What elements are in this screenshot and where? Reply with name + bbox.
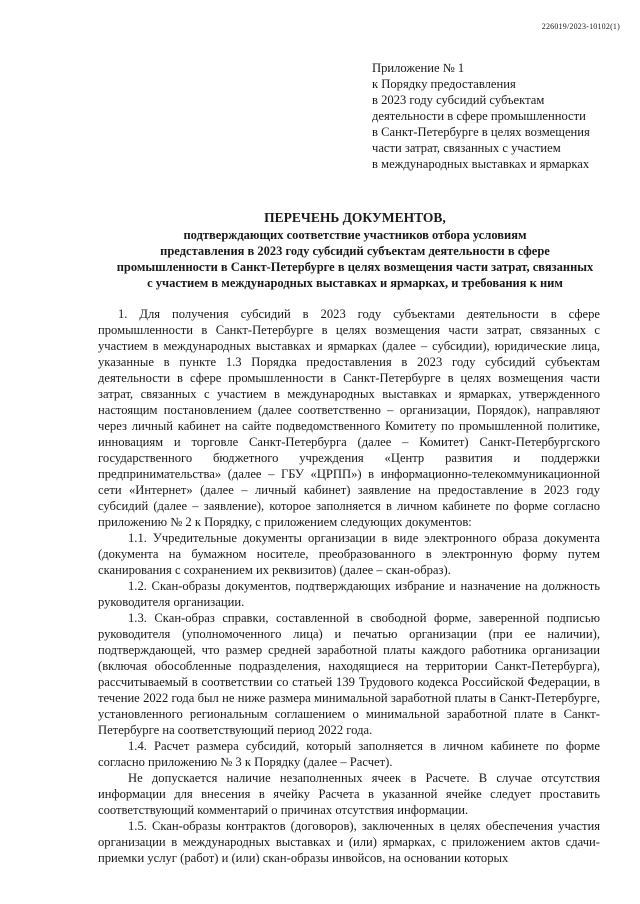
appendix-note: [372, 60, 622, 172]
paragraph-1-1: 1.1. Учредительные документы организации в виде электронного образа документа (документа на бумажном носителе, преобразованного в электронную форму путем сканирования с сохранением их реквизитов) (далее – скан-образ).: [98, 531, 600, 577]
document-registration-number: 226019/2023-10102(1): [541, 22, 620, 31]
paragraph-1: 1. Для получения субсидий в 2023 году субъектами деятельности в сфере промышленности в Санкт-Петербурге в целях возмещения части затрат, связанных с участием в международных выставках и ярмарках (далее – субсидии), юридические лица, указанные в пункте 1.3 Порядка предоставления в 2023 году субсидий субъектам деятельности в сфере промышленности в Санкт-Петербурге в целях возмещения части затрат, связанных с участием в международных выставках и ярмарках, утвержденного настоящим постановлением (далее соответственно – организации, Порядок), направляют через личный кабинет на сайте подведомственного Комитету по промышленной политике, инновациям и торговле Санкт-Петербурга (далее – Комитет) Санкт-Петербургского государственного бюджетного учреждения «Центр развития и поддержки предпринимательства» (далее – ГБУ «ЦРПП») в информационно-телекоммуникационной сети «Интернет» (далее – личный кабинет) заявление на предоставление в 2023 году субсидий (далее – заявление), которое заполняется в личном кабинете по форме согласно приложению № 2 к Порядку, с приложением следующих документов:: [98, 307, 600, 529]
paragraph-note: Не допускается наличие незаполненных ячеек в Расчете. В случае отсутствия информации для внесения в ячейку Расчета в указанной ячейке следует проставить соответствующий комментарий о причинах отсутствия информации.: [98, 771, 600, 817]
appendix-line: к Порядку предоставления: [372, 77, 516, 91]
document-body: [98, 306, 600, 866]
title-line: подтверждающих соответствие участников отбора условиям: [183, 228, 527, 242]
paragraph-1-5: 1.5. Скан-образы контрактов (договоров), заключенных в целях обеспечения участия организации в международных выставках и (или) ярмарках, с приложением актов сдачи-приемки услуг (работ) и (или) скан-образы инвойсов, на основании которых: [98, 819, 600, 865]
appendix-line: части затрат, связанных с участием: [372, 141, 561, 155]
paragraph-1-3: 1.3. Скан-образ справки, составленной в свободной форме, заверенной подписью руководителя (уполномоченного лица) и печатью организации (при ее наличии), подтверждающей, что размер средней заработной платы каждого работника организации (включая обособленные подразделения, находящиеся на территории Санкт-Петербурга), рассчитываемый в соответствии со статьей 139 Трудового кодекса Российской Федерации, в течение 2022 года был не ниже размера минимальной заработной платы в Санкт-Петербурге, установленного региональным соглашением о минимальной заработной плате в Санкт-Петербурге на соответствующий период 2022 года.: [98, 611, 600, 737]
appendix-line: Приложение № 1: [372, 61, 465, 75]
paragraph-1-4: 1.4. Расчет размера субсидий, который заполняется в личном кабинете по форме согласно приложению № 3 к Порядку (далее – Расчет).: [98, 739, 600, 769]
appendix-line: в 2023 году субсидий субъектам: [372, 93, 545, 107]
title-line: промышленности в Санкт-Петербурге в целях возмещения части затрат, связанных: [116, 260, 594, 274]
appendix-line: в международных выставках и ярмарках: [372, 157, 590, 171]
appendix-line: деятельности в сфере промышленности: [372, 109, 586, 123]
title-line: с участием в международных выставках и ярмарках, и требования к ним: [147, 276, 563, 290]
appendix-line: в Санкт-Петербурге в целях возмещения: [372, 125, 590, 139]
paragraph-1-2: 1.2. Скан-образы документов, подтверждающих избрание и назначение на должность руководителя организации.: [98, 579, 600, 609]
document-title: [90, 209, 620, 291]
title-line: представления в 2023 году субсидий субъектам деятельности в сфере: [160, 244, 550, 258]
title-heading: ПЕРЕЧЕНЬ ДОКУМЕНТОВ,: [264, 210, 446, 225]
